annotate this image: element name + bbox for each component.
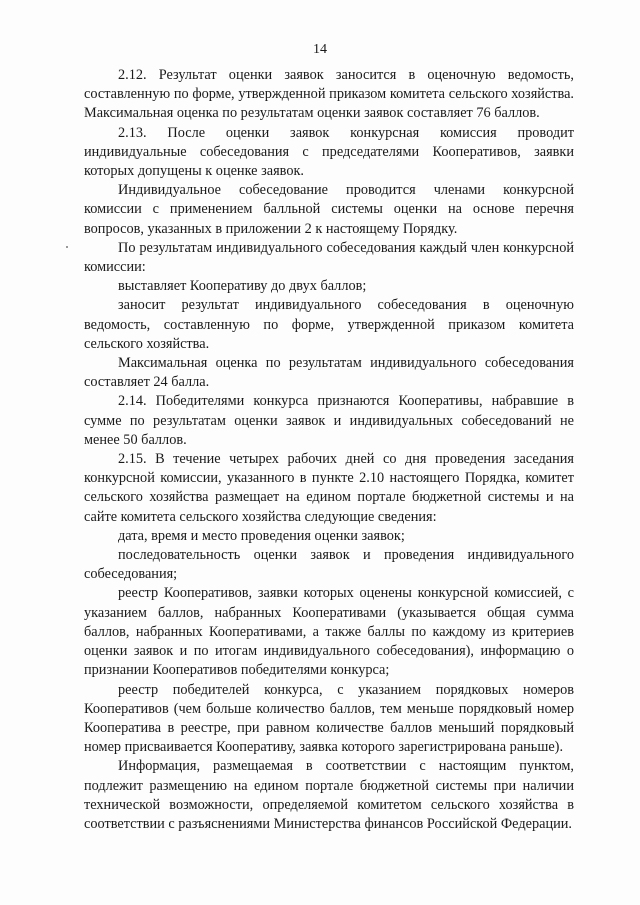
list-item-date-place: дата, время и место проведения оценки заявок; <box>118 527 405 544</box>
document-body <box>84 66 574 834</box>
list-item-registry-winners: реестр победителей конкурса, с указанием порядковых номеров Кооперативов (чем больше количество баллов, тем меньше порядковый номер Кооператива в реестре, при равном количестве баллов меньший порядковый номер присваивается Кооперативу, заявка которого зарегистрирована раньше). <box>84 681 574 756</box>
paragraph-2-12: 2.12. Результат оценки заявок заносится в оценочную ведомость, составленную по форме, утвержденной приказом комитета сельского хозяйства. Максимальная оценка по результатам оценки заявок составляет 76 баллов. <box>84 67 574 122</box>
list-item-record-result: заносит результат индивидуального собеседования в оценочную ведомость, составленную по форме, утвержденной приказом комитета сельского хозяйства. <box>84 297 574 352</box>
list-item-award-points: выставляет Кооперативу до двух баллов; <box>118 278 367 295</box>
page-number: 14 <box>313 42 327 57</box>
paragraph-2-15: 2.15. В течение четырех рабочих дней со дня проведения заседания конкурсной комиссии, указанного в пункте 2.10 настоящего Порядка, комитет сельского хозяйства размещает на едином портале бюджетной системы и на сайте комитета сельского хозяйства следующие сведения: <box>84 451 574 525</box>
list-item-sequence: последовательность оценки заявок и проведения индивидуального собеседования; <box>84 547 574 583</box>
paragraph-max-interview-score: Максимальная оценка по результатам индивидуального собеседования составляет 24 балла. <box>84 355 574 391</box>
paragraph-2-14: 2.14. Победителями конкурса признаются Кооперативы, набравшие в сумме по результатам оценки заявок и индивидуальных собеседований не менее 50 баллов. <box>84 393 574 448</box>
paragraph-publication-info: Информация, размещаемая в соответствии с настоящим пунктом, подлежит размещению на едином портале бюджетной системы при наличии технической возможности, определяемой комитетом сельского хозяйства в соответствии с разъяснениями Министерства финансов Российской Федерации. <box>84 758 574 832</box>
margin-mark <box>66 246 68 248</box>
list-item-registry-cooperatives: реестр Кооперативов, заявки которых оценены конкурсной комиссией, с указанием баллов, набранных Кооперативами (указывается общая сумма баллов, набранных Кооперативами, а также баллы по каждому из критериев оценки заявок и по итогам индивидуального собеседования), информацию о признании Кооперативов победителями конкурса; <box>84 585 574 679</box>
paragraph-interview-results: По результатам индивидуального собеседования каждый член конкурсной комиссии: <box>84 239 574 276</box>
paragraph-2-13: 2.13. После оценки заявок конкурсная комиссия проводит индивидуальные собеседования с председателями Кооперативов, заявки которых допущены к оценке заявок. <box>84 124 574 180</box>
paragraph-interview-scoring: Индивидуальное собеседование проводится членами конкурсной комиссии с применением балльной системы оценки на основе перечня вопросов, указанных в приложении 2 к настоящему Порядку. <box>84 182 574 237</box>
